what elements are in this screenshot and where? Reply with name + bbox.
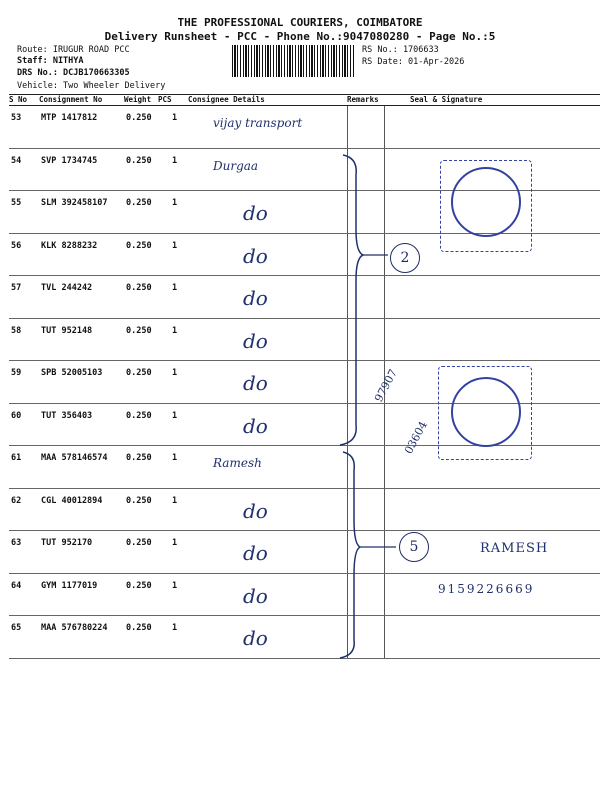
group-1-count: 2 bbox=[390, 243, 420, 273]
phone-note-a: 97907 bbox=[372, 367, 400, 405]
col-seal: Seal & Signature bbox=[384, 95, 600, 106]
row-consignee: do bbox=[188, 361, 347, 404]
row-sno: 59 bbox=[9, 361, 39, 404]
col-sno: S No bbox=[9, 95, 39, 106]
row-consignment: SVP 1734745 bbox=[39, 148, 124, 191]
route-label: Route: IRUGUR ROAD PCC bbox=[17, 45, 130, 55]
row-consignment: SPB 52005103 bbox=[39, 361, 124, 404]
seal-stamp-2 bbox=[438, 366, 532, 460]
runsheet-subtitle: Delivery Runsheet - PCC - Phone No.:9047080280 - Page No.:5 bbox=[104, 30, 496, 43]
seal-stamp-1 bbox=[440, 160, 532, 252]
row-pcs: 1 bbox=[158, 488, 188, 531]
row-consignment: MAA 576780224 bbox=[39, 616, 124, 659]
row-weight: 0.250 bbox=[124, 276, 158, 319]
row-sno: 63 bbox=[9, 531, 39, 574]
col-weight: Weight bbox=[124, 95, 158, 106]
row-consignee: Ramesh bbox=[188, 446, 347, 489]
row-pcs: 1 bbox=[158, 276, 188, 319]
row-sno: 62 bbox=[9, 488, 39, 531]
row-pcs: 1 bbox=[158, 318, 188, 361]
row-sno: 65 bbox=[9, 616, 39, 659]
row-weight: 0.250 bbox=[124, 191, 158, 234]
row-consignment: TUT 952170 bbox=[39, 531, 124, 574]
phone-note-b: 03604 bbox=[402, 419, 430, 457]
staff-label: Staff: NITHYA bbox=[17, 56, 84, 66]
row-consignee: do bbox=[188, 531, 347, 574]
row-consignment: MTP 1417812 bbox=[39, 106, 124, 149]
row-sno: 54 bbox=[9, 148, 39, 191]
row-pcs: 1 bbox=[158, 573, 188, 616]
receiver-name: RAMESH bbox=[480, 541, 549, 556]
row-weight: 0.250 bbox=[124, 446, 158, 489]
row-consignment: TVL 244242 bbox=[39, 276, 124, 319]
row-pcs: 1 bbox=[158, 616, 188, 659]
row-pcs: 1 bbox=[158, 106, 188, 149]
row-pcs: 1 bbox=[158, 148, 188, 191]
company-name: THE PROFESSIONAL COURIERS, COIMBATORE bbox=[177, 16, 423, 29]
row-consignment: KLK 8288232 bbox=[39, 233, 124, 276]
row-consignee: do bbox=[188, 573, 347, 616]
row-weight: 0.250 bbox=[124, 573, 158, 616]
row-weight: 0.250 bbox=[124, 148, 158, 191]
row-consignee: do bbox=[188, 191, 347, 234]
row-sno: 61 bbox=[9, 446, 39, 489]
row-consignment: CGL 40012894 bbox=[39, 488, 124, 531]
row-weight: 0.250 bbox=[124, 488, 158, 531]
row-pcs: 1 bbox=[158, 403, 188, 446]
row-pcs: 1 bbox=[158, 233, 188, 276]
row-consignment: GYM 1177019 bbox=[39, 573, 124, 616]
row-weight: 0.250 bbox=[124, 616, 158, 659]
group-2-count: 5 bbox=[399, 532, 429, 562]
row-consignee: Durgaa bbox=[188, 148, 347, 191]
brace-group-1 bbox=[340, 155, 363, 445]
col-pcs: PCS bbox=[158, 95, 188, 106]
row-sno: 57 bbox=[9, 276, 39, 319]
rs-date: RS Date: 01-Apr-2026 bbox=[362, 57, 465, 67]
row-consignee: do bbox=[188, 616, 347, 659]
vehicle-label: Vehicle: Two Wheeler Delivery bbox=[17, 81, 166, 91]
row-weight: 0.250 bbox=[124, 403, 158, 446]
row-weight: 0.250 bbox=[124, 318, 158, 361]
receiver-phone: 9159226669 bbox=[438, 582, 535, 596]
col-remarks: Remarks bbox=[347, 95, 384, 106]
brace-group-2 bbox=[340, 452, 360, 658]
drs-number: DRS No.: DCJB170663305 bbox=[17, 68, 130, 78]
col-consignee: Consignee Details bbox=[188, 95, 347, 106]
row-sno: 56 bbox=[9, 233, 39, 276]
row-sno: 58 bbox=[9, 318, 39, 361]
rs-number: RS No.: 1706633 bbox=[362, 45, 439, 55]
row-weight: 0.250 bbox=[124, 106, 158, 149]
row-sno: 55 bbox=[9, 191, 39, 234]
row-pcs: 1 bbox=[158, 531, 188, 574]
row-pcs: 1 bbox=[158, 361, 188, 404]
row-consignee: vijay transport bbox=[188, 106, 347, 149]
col-consignment: Consignment No bbox=[39, 95, 124, 106]
row-consignment: MAA 578146574 bbox=[39, 446, 124, 489]
row-consignee: do bbox=[188, 488, 347, 531]
row-pcs: 1 bbox=[158, 191, 188, 234]
row-consignment: SLM 392458107 bbox=[39, 191, 124, 234]
row-weight: 0.250 bbox=[124, 361, 158, 404]
row-weight: 0.250 bbox=[124, 531, 158, 574]
row-weight: 0.250 bbox=[124, 233, 158, 276]
row-consignment: TUT 356403 bbox=[39, 403, 124, 446]
row-pcs: 1 bbox=[158, 446, 188, 489]
row-consignee: do bbox=[188, 318, 347, 361]
row-consignee: do bbox=[188, 233, 347, 276]
row-sno: 60 bbox=[9, 403, 39, 446]
row-consignment: TUT 952148 bbox=[39, 318, 124, 361]
row-consignee: do bbox=[188, 403, 347, 446]
row-consignee: do bbox=[188, 276, 347, 319]
row-sno: 53 bbox=[9, 106, 39, 149]
row-sno: 64 bbox=[9, 573, 39, 616]
